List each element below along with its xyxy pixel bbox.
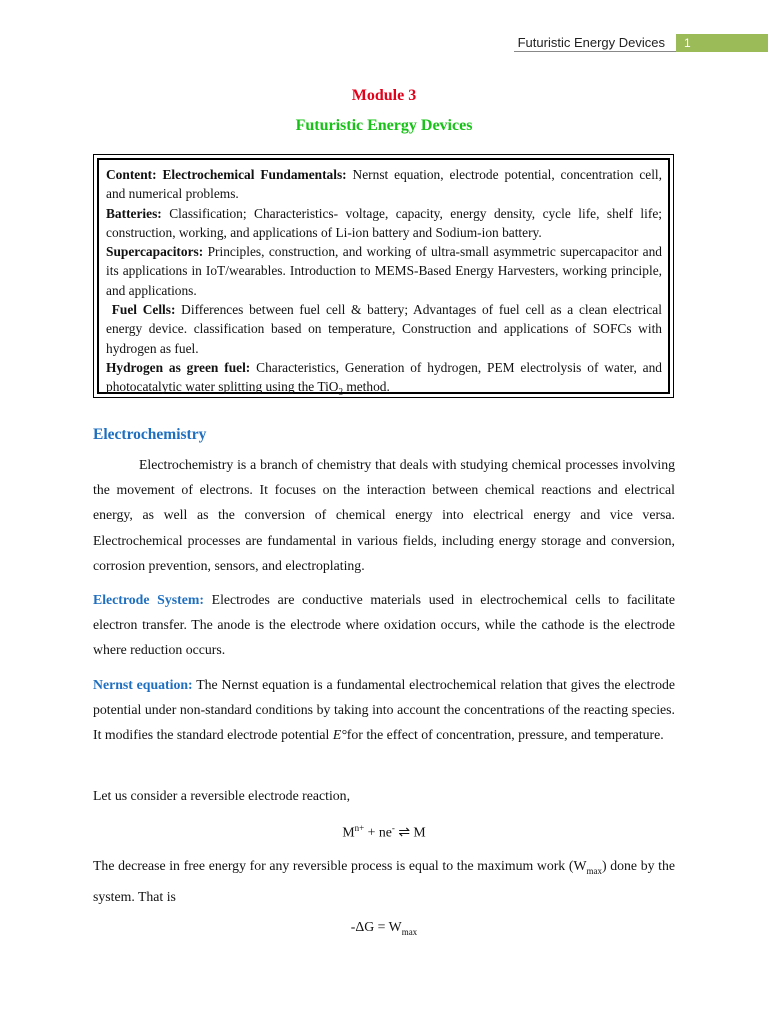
content-paragraph	[106, 204, 662, 243]
header-rule	[514, 51, 676, 52]
consider-paragraph: Let us consider a reversible electrode reaction,	[93, 788, 351, 803]
content-box	[93, 154, 674, 398]
page-header	[0, 34, 768, 52]
nernst-text: The Nernst equation is a fundamental electrochemical relation that gives the electrode potential under non-standard conditions by taking into account the concentrations of the reacting species. It modifies the standard electrode potential	[93, 677, 675, 743]
eq-term: -ΔG = W	[350, 919, 402, 934]
free-energy-paragraph	[93, 853, 675, 909]
electrode-paragraph	[93, 587, 675, 663]
intro-paragraph: Electrochemistry is a branch of chemistry that deals with studying chemical processes involving the movement of electrons. It focuses on the interaction between chemical reactions and electrical energy, as well as the conversion of chemical energy into electrical energy and vice versa. Electrochemical processes are fundamental in various fields, including energy storage and conversion, corrosion prevention, sensors, and electroplating.	[93, 457, 675, 573]
content-text: Characteristics, Generation of hydrogen, PEM electrolysis of water, and photocatalytic water splitting using the TiO	[106, 359, 662, 395]
content-label: Supercapacitors:	[106, 244, 204, 260]
content-text: Classification; Characteristics- voltage, capacity, energy density, cycle life, shelf life; construction, working, and applications of Li-ion battery and Sodium-ion battery.	[106, 205, 662, 240]
section-heading: Electrochemistry	[93, 426, 207, 443]
paragraph-text: The decrease in free energy for any reversible process is equal to the maximum work (W	[93, 858, 587, 873]
paragraph-text: ) done by the system. That is	[93, 858, 675, 904]
equation-gibbs	[0, 919, 768, 937]
eq-term: ⇌ M	[394, 824, 426, 840]
page-number-badge: 1	[676, 34, 768, 52]
nernst-text: for the effect of concentration, pressure, and temperature.	[346, 727, 664, 743]
subscript: max	[586, 865, 602, 876]
standard-potential-symbol: E°	[332, 727, 347, 743]
equation-reaction	[0, 823, 768, 841]
content-text: Nernst equation, electrode potential, concentration cell, and numerical problems.	[106, 167, 663, 202]
nernst-label: Nernst equation:	[93, 677, 193, 692]
content-text: method.	[342, 379, 390, 395]
content-label: Fuel Cells:	[111, 302, 176, 318]
content-paragraph	[106, 165, 662, 204]
eq-term: M	[342, 824, 355, 840]
content-label: Batteries:	[106, 205, 162, 221]
electrode-label: Electrode System:	[93, 592, 204, 607]
subscript: max	[401, 926, 418, 937]
header-title: Futuristic Energy Devices	[517, 35, 665, 50]
module-title: Module 3	[351, 87, 417, 104]
eq-term: + ne	[364, 824, 392, 840]
superscript: n+	[354, 823, 365, 833]
content-box-inner	[97, 158, 670, 397]
content-label: Hydrogen as green fuel:	[106, 359, 251, 375]
content-paragraph	[106, 300, 662, 358]
subscript: 2	[338, 386, 343, 397]
content-label: Content: Electrochemical Fundamentals:	[106, 167, 347, 182]
content-paragraph	[106, 358, 662, 402]
content-paragraph	[106, 242, 662, 300]
module-subtitle: Futuristic Energy Devices	[295, 117, 473, 134]
superscript: -	[391, 823, 395, 833]
content-text: Differences between fuel cell & battery; Advantages of fuel cell as a clean electrical energy device. classification based on temperature, Construction and applications of SOFCs with hydrogen as fuel.	[106, 302, 662, 356]
electrode-text: Electrodes are conductive materials used in electrochemical cells to facilitate electron transfer. The anode is the electrode where oxidation occurs, while the cathode is the electrode where reduction occurs.	[93, 592, 675, 658]
nernst-paragraph	[93, 672, 675, 748]
content-text: Principles, construction, and working of ultra-small asymmetric supercapacitor and its applications in IoT/wearables. Introduction to MEMS-Based Energy Harvesters, working principle, and applications.	[106, 244, 662, 298]
